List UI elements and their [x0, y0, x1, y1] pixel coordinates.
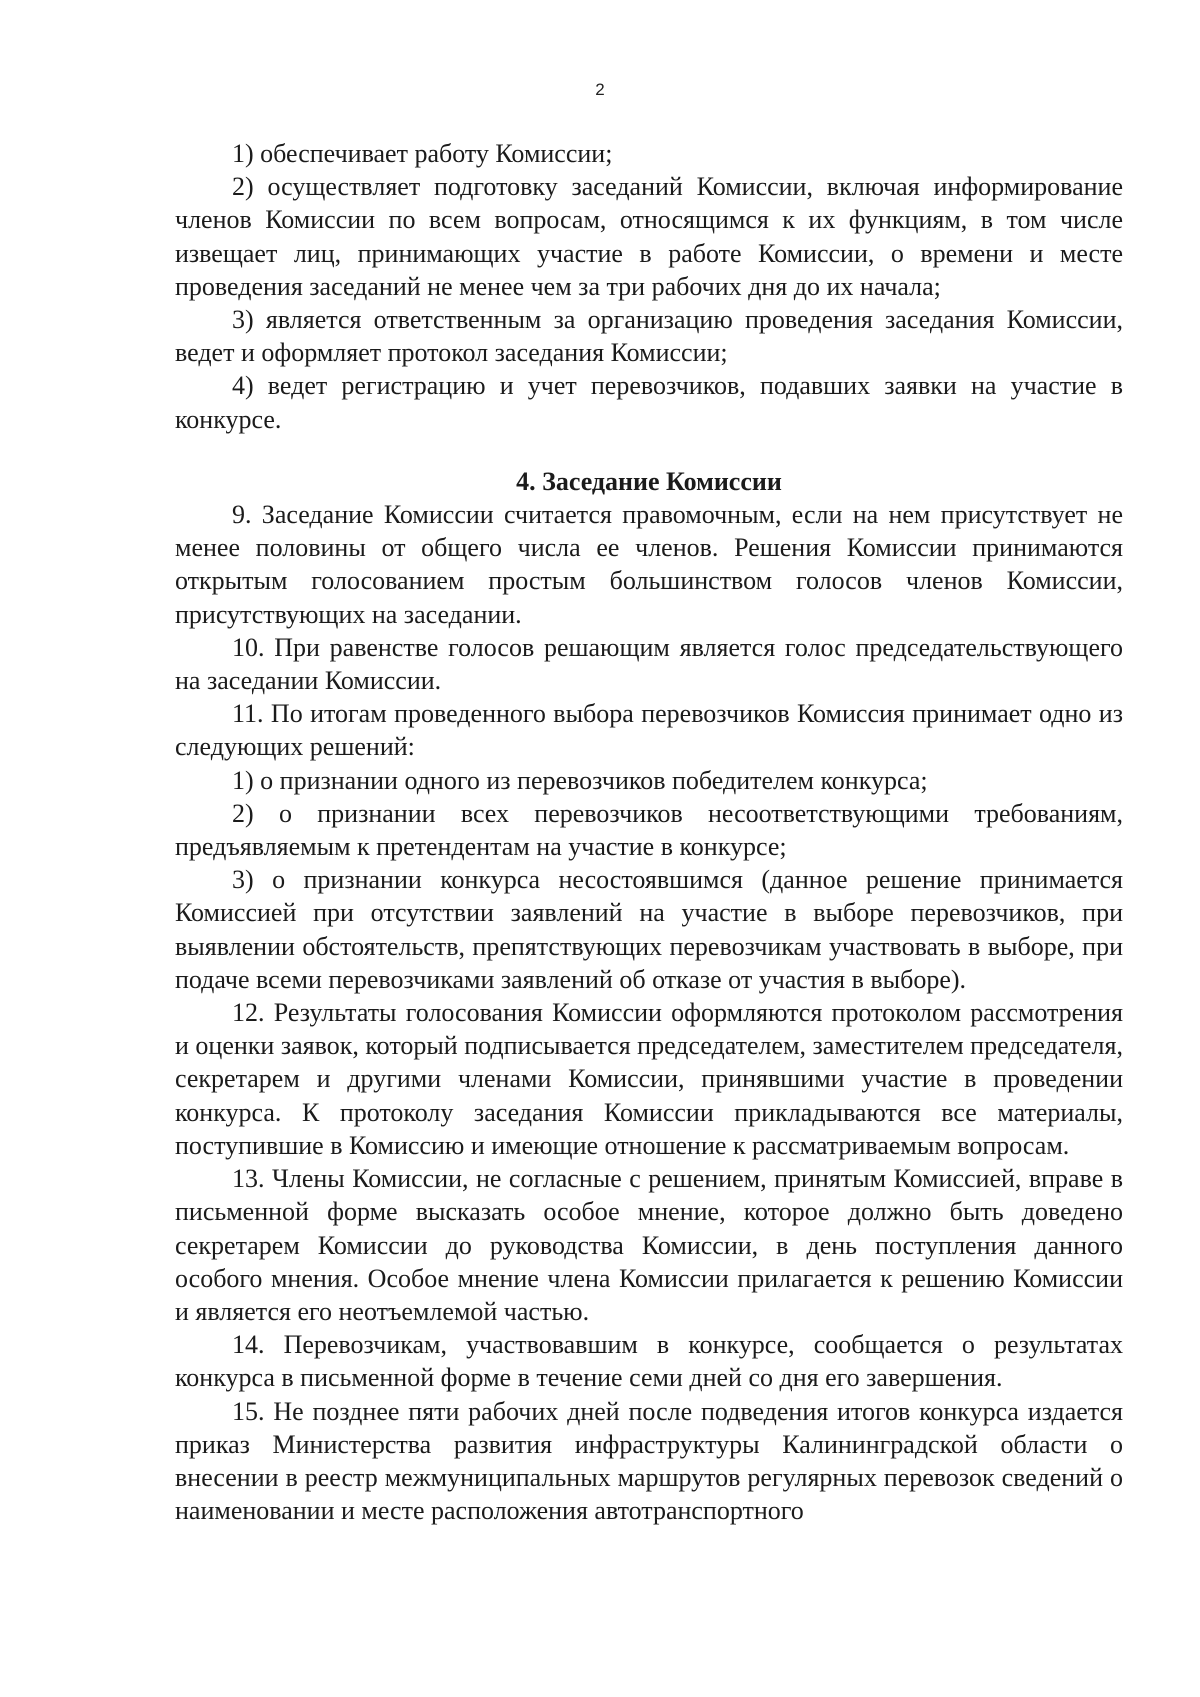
list-item: 2) осуществляет подготовку заседаний Комиссии, включая информирование членов Комиссии по всем вопросам, относящимся к их функциям, в том числе извещает лиц, принимающих участие в работе Комиссии, о времени и месте проведения заседаний не менее чем за три рабочих дня до их начала;	[175, 172, 1123, 301]
paragraph: 3) о признании конкурса несостоявшимся (данное решение принимается Комиссией при отсутствии заявлений на участие в выборе перевозчиков, при выявлении обстоятельств, препятствующих перевозчикам участвовать в выборе, при подаче всеми перевозчиками заявлений об отказе от участия в выборе).	[175, 865, 1123, 994]
paragraph: 9. Заседание Комиссии считается правомочным, если на нем присутствует не менее половины от общего числа ее членов. Решения Комиссии принимаются открытым голосованием простым большинством голосов членов Комиссии, присутствующих на заседании.	[175, 500, 1123, 629]
paragraph: 1) о признании одного из перевозчиков победителем конкурса;	[232, 765, 928, 795]
page-number: 2	[595, 80, 605, 99]
document-body	[175, 137, 1123, 1527]
paragraph: 15. Не позднее пяти рабочих дней после подведения итогов конкурса издается приказ Министерства развития инфраструктуры Калининградской области о внесении в реестр межмуниципальных маршрутов регулярных перевозок сведений о наименовании и месте расположения автотранспортного	[175, 1396, 1123, 1526]
list-item: 1) обеспечивает работу Комиссии;	[232, 139, 613, 168]
list-item: 3) является ответственным за организацию проведения заседания Комиссии, ведет и оформляет протокол заседания Комиссии;	[175, 305, 1123, 368]
paragraph: 12. Результаты голосования Комиссии оформляются протоколом рассмотрения и оценки заявок, который подписывается председателем, заместителем председателя, секретарем и другими членами Комиссии, принявшими участие в проведении конкурса. К протоколу заседания Комиссии прикладываются все материалы, поступившие в Комиссию и имеющие отношение к рассматриваемым вопросам.	[175, 998, 1123, 1160]
paragraph: 14. Перевозчикам, участвовавшим в конкурсе, сообщается о результатах конкурса в письменной форме в течение семи дней со дня его завершения.	[175, 1330, 1123, 1393]
paragraph: 2) о признании всех перевозчиков несоответствующими требованиям, предъявляемым к претендентам на участие в конкурсе;	[175, 798, 1123, 862]
paragraph: 11. По итогам проведенного выбора перевозчиков Комиссия принимает одно из следующих решений:	[175, 699, 1123, 762]
section-heading: 4. Заседание Комиссии	[516, 466, 782, 496]
paragraph: 13. Члены Комиссии, не согласные с решением, принятым Комиссией, вправе в письменной форме высказать особое мнение, которое должно быть доведено секретарем Комиссии до руководства Комиссии, в день поступления данного особого мнения. Особое мнение члена Комиссии прилагается к решению Комиссии и является его неотъемлемой частью.	[175, 1164, 1123, 1326]
paragraph: 10. При равенстве голосов решающим является голос председательствующего на заседании Комиссии.	[175, 632, 1123, 696]
list-item: 4) ведет регистрацию и учет перевозчиков, подавших заявки на участие в конкурсе.	[175, 371, 1123, 434]
